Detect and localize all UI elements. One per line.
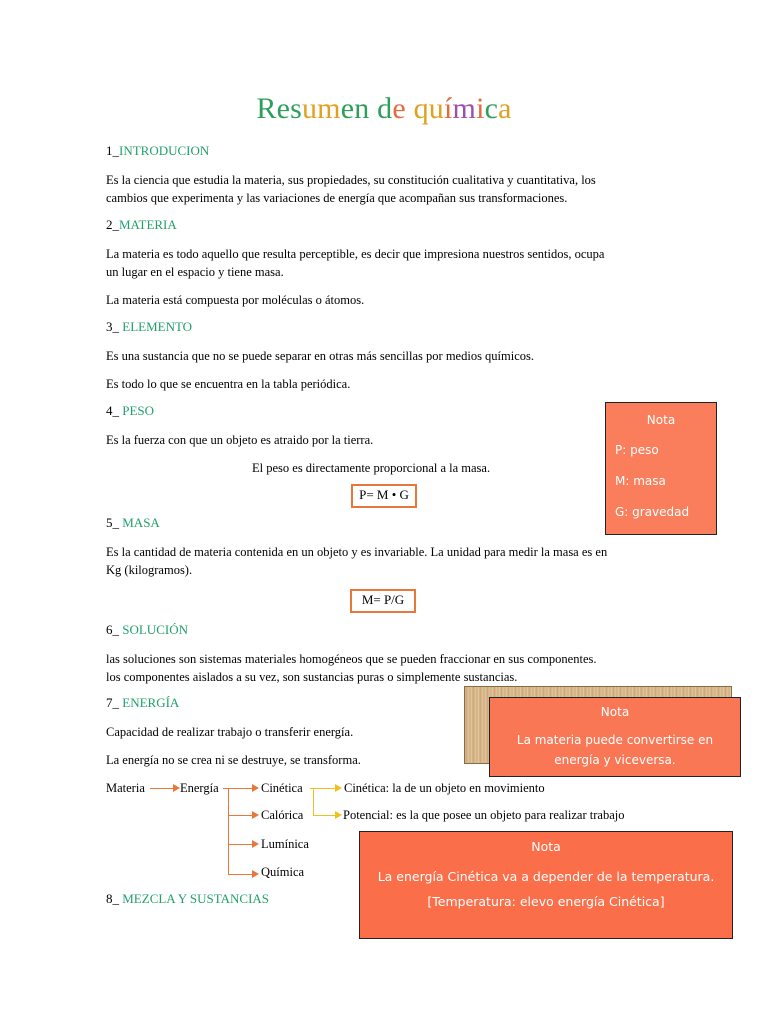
section-number: 3_ (106, 319, 123, 334)
arrow-line (228, 874, 253, 875)
section-number: 1_ (106, 143, 119, 158)
paragraph: Es todo lo que se encuentra en la tabla periódica. (106, 377, 351, 391)
paragraph: cambios que experimenta y las variaciones de energía que acompañan sus transformaciones. (106, 191, 568, 205)
title-letter: q (413, 92, 429, 125)
section-heading-introduccion (106, 143, 209, 159)
title-letter (406, 92, 414, 126)
section-heading-peso (106, 403, 154, 419)
section-heading-solucion (106, 622, 188, 638)
title-letter: u (301, 92, 318, 125)
title-letter: a (498, 92, 512, 125)
note-box-3 (359, 831, 733, 939)
note-line: La materia puede convertirse en (516, 733, 714, 747)
title-letter: e (276, 92, 291, 125)
title-letter: c (484, 92, 499, 125)
title-letter: d (377, 92, 393, 125)
section-heading-elemento (106, 319, 192, 335)
branch-line (313, 788, 314, 816)
paragraph: La materia está compuesta por moléculas o átomos. (106, 293, 365, 307)
formula-masa: M= P/G (350, 589, 416, 613)
diagram-node-energia: Energía (180, 781, 219, 795)
note-box-1 (605, 402, 717, 535)
arrow-head-icon (335, 811, 342, 819)
section-number: 4_ (106, 403, 123, 418)
title-letter: e (392, 92, 406, 125)
title-letter: e (340, 92, 355, 125)
arrow-line (313, 788, 336, 789)
section-label: MATERIA (119, 217, 177, 232)
title-letter: m (452, 92, 477, 125)
paragraph: Es la fuerza con que un objeto es atraido por la tierra. (106, 433, 374, 447)
paragraph: Es la cantidad de materia contenida en un objeto y es invariable. La unidad para medir la masa es en (106, 545, 608, 559)
note-line: La energía Cinética va a depender de la temperatura. (377, 869, 715, 884)
section-label: ENERGÍA (122, 695, 180, 710)
section-number: 6_ (106, 622, 123, 637)
section-heading-mezcla (106, 891, 269, 907)
diagram-node-luminica: Lumínica (261, 837, 309, 851)
paragraph: Es una sustancia que no se puede separar en otras más sencillas por medios químicos. (106, 349, 535, 363)
note-line: P: peso (615, 443, 659, 457)
section-number: 7_ (106, 695, 123, 710)
note-title: Nota (646, 413, 676, 427)
arrow-head-icon (252, 784, 259, 792)
diagram-def-cinetica: Cinética: la de un objeto en movimiento (344, 781, 545, 795)
diagram-node-materia: Materia (106, 781, 145, 795)
paragraph: El peso es directamente proporcional a la masa. (252, 461, 491, 475)
paragraph: los componentes aislados a su vez, son sustancias puras o simplemente sustancias. (106, 670, 518, 684)
diagram-node-calorica: Calórica (261, 808, 304, 822)
title-letter: i (476, 92, 485, 125)
section-heading-masa (106, 515, 160, 531)
diagram-def-potencial: Potencial: es la que posee un objeto para realizar trabajo (343, 808, 625, 822)
paragraph: Es la ciencia que estudia la materia, sus propiedades, su constitución cualitativa y cuantitativa, los (106, 173, 596, 187)
section-label: MASA (122, 515, 160, 530)
arrow-head-icon (252, 840, 259, 848)
section-heading-materia (106, 217, 177, 233)
note-line: M: masa (615, 474, 666, 488)
paragraph: La materia es todo aquello que resulta perceptible, es decir que impresiona nuestros sentidos, ocupa (106, 247, 605, 261)
branch-line (228, 788, 229, 875)
section-heading-energia (106, 695, 179, 711)
section-label: ELEMENTO (122, 319, 193, 334)
title-letter: s (290, 92, 302, 125)
title-letter (369, 92, 377, 126)
arrow-line (228, 788, 253, 789)
formula-peso: P= M • G (351, 484, 417, 508)
section-number: 8_ (106, 891, 123, 906)
title-letter: u (428, 92, 444, 125)
arrow-head-icon (252, 870, 259, 878)
section-label: MEZCLA Y SUSTANCIAS (122, 891, 270, 906)
paragraph: La energía no se crea ni se destruye, se transforma. (106, 753, 361, 767)
title-letter: R (256, 92, 277, 125)
title-letter: í (443, 92, 453, 125)
arrow-line (313, 815, 336, 816)
paragraph: Capacidad de realizar trabajo o transferir energía. (106, 725, 354, 739)
arrow-line (150, 788, 175, 789)
paragraph: Kg (kilogramos). (106, 563, 193, 577)
note-box-2 (489, 697, 741, 777)
arrow-head-icon (252, 811, 259, 819)
title-letter: m (317, 92, 341, 125)
section-number: 5_ (106, 515, 123, 530)
page-title (0, 92, 768, 126)
paragraph: un lugar en el espacio y tiene masa. (106, 265, 284, 279)
note-title: Nota (531, 839, 561, 854)
note-line: [Temperatura: elevo energía Cinética] (427, 894, 665, 909)
section-label: SOLUCIÓN (122, 622, 188, 637)
section-number: 2_ (106, 217, 119, 232)
note-line: energía y viceversa. (554, 753, 676, 767)
title-letter: n (354, 92, 370, 125)
diagram-node-quimica: Química (261, 865, 305, 879)
arrow-head-icon (173, 784, 180, 792)
paragraph: las soluciones son sistemas materiales homogéneos que se pueden fraccionar en sus componentes. (106, 652, 597, 666)
section-label: INTRODUCION (119, 143, 210, 158)
arrow-line (228, 815, 253, 816)
diagram-node-cinetica: Cinética (261, 781, 303, 795)
note-line: G: gravedad (615, 505, 690, 519)
note-title: Nota (600, 705, 630, 719)
arrow-head-icon (335, 784, 342, 792)
section-label: PESO (122, 403, 155, 418)
arrow-line (228, 844, 253, 845)
